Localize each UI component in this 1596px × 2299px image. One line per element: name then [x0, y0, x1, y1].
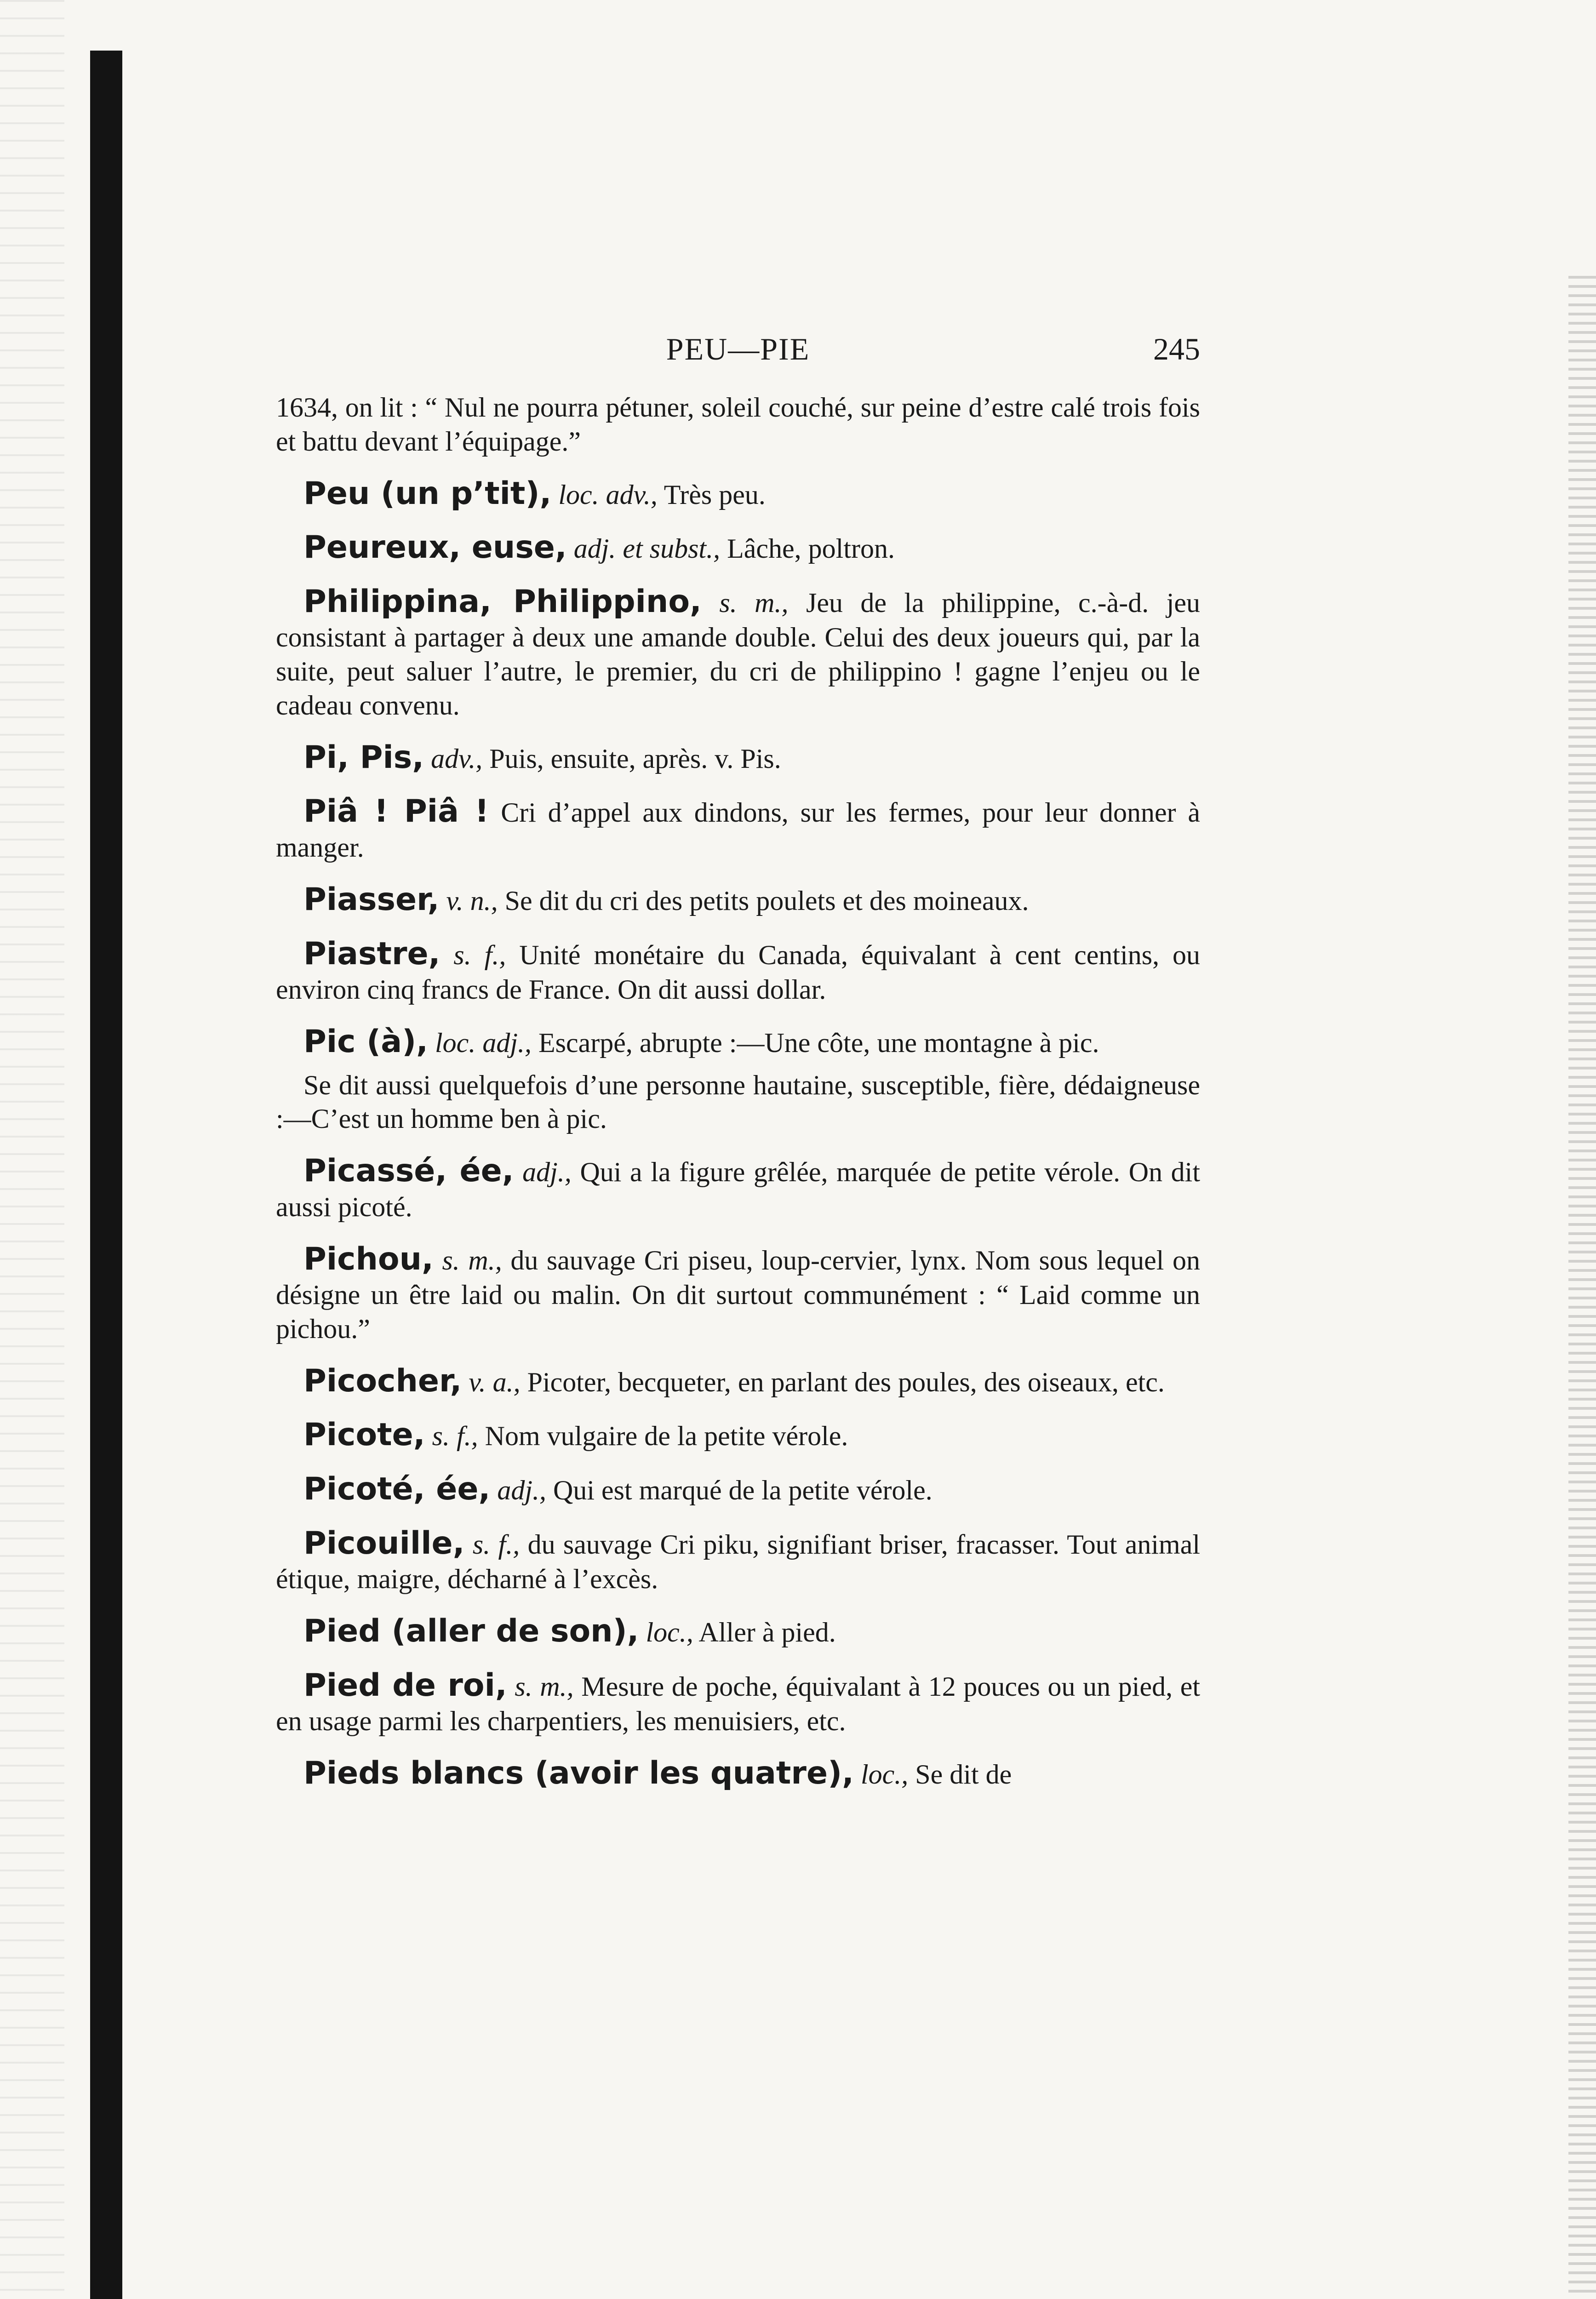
grammar-tag: loc.,: [860, 1759, 909, 1790]
definition: du sauvage Cri piseu, loup-cervier, lynx. Nom sous lequel on désigne un être laid ou malin. On dit surtout communément : “ Laid comme un pichou.”: [276, 1245, 1201, 1344]
headword: Pic (à),: [303, 1023, 429, 1060]
definition: Très peu.: [664, 479, 766, 510]
headword: Picouille,: [303, 1525, 465, 1561]
entry-picocher: [276, 1362, 1200, 1401]
headword: Peu (un p’tit),: [303, 475, 552, 512]
headword: Pied de roi,: [303, 1667, 507, 1704]
definition: Nom vulgaire de la petite vérole.: [485, 1421, 848, 1452]
dictionary-page: [276, 331, 1200, 1808]
headword: Picote,: [303, 1417, 425, 1453]
grammar-tag: loc. adj.,: [435, 1027, 532, 1058]
scan-noise-right: [1568, 276, 1596, 2299]
grammar-tag: loc. adv.,: [558, 479, 658, 510]
headword: Piâ ! Piâ !: [303, 793, 489, 830]
entry-list: [276, 391, 1200, 1793]
grammar-tag: loc.,: [646, 1617, 693, 1648]
entry-pic-sense-2: [276, 1069, 1200, 1137]
grammar-tag: s. f.,: [472, 1529, 520, 1560]
running-head: [276, 331, 1200, 382]
definition: Qui est marqué de la petite vérole.: [553, 1475, 932, 1506]
entry-continuation-top: 1634, on lit : “ Nul ne pourra pétuner, soleil couché, sur peine d’estre calé trois fois et battu devant l’équipage.”: [276, 392, 1200, 457]
headword: Piastre,: [303, 935, 440, 972]
headword: Pied (aller de son),: [303, 1613, 639, 1650]
headword: Peureux, euse,: [303, 529, 567, 566]
grammar-tag: v. a.,: [469, 1367, 521, 1397]
definition: Lâche, poltron.: [727, 533, 895, 564]
headword: Philippina, Philippino,: [303, 583, 702, 620]
entry-pieds-blancs: [276, 1754, 1200, 1793]
entry-picote-adj: [276, 1470, 1200, 1509]
entry-pied-aller: [276, 1612, 1200, 1651]
definition: Escarpé, abrupte :—Une côte, une montagne à pic.: [538, 1027, 1099, 1058]
definition: Cri d’appel aux dindons, sur les fermes, pour leur donner à manger.: [276, 797, 1200, 863]
definition: Se dit du cri des petits poulets et des moineaux.: [504, 885, 1029, 916]
grammar-tag: v. n.,: [446, 885, 498, 916]
definition: Picoter, becqueter, en parlant des poules, des oiseaux, etc.: [527, 1367, 1165, 1397]
entry-picote: [276, 1416, 1200, 1454]
entry-piasser: [276, 881, 1200, 919]
definition: Qui a la figure grêlée, marquée de petite vérole. On dit aussi picoté.: [276, 1157, 1201, 1222]
entry-pichou: [276, 1240, 1200, 1346]
scan-noise-left: [0, 0, 64, 2299]
definition: Se dit aussi quelquefois d’une personne hautaine, susceptible, fière, dédaigneuse :—C’est un homme ben à pic.: [276, 1069, 1200, 1134]
headword: Piasser,: [303, 881, 440, 918]
entry-philippina: [276, 583, 1200, 723]
entry-pied-de-roi: [276, 1666, 1200, 1739]
book-binding-edge: [90, 51, 122, 2299]
entry-pi: [276, 738, 1200, 777]
grammar-tag: s. f.,: [453, 939, 506, 970]
entry-pic: [276, 1023, 1200, 1061]
page-number: 245: [1153, 332, 1200, 366]
entry-piastre: [276, 935, 1200, 1007]
definition: Aller à pied.: [698, 1617, 836, 1648]
grammar-tag: s. m.,: [719, 587, 789, 618]
entry-peu: [276, 475, 1200, 513]
headword: Pieds blancs (avoir les quatre),: [303, 1755, 854, 1792]
definition: Mesure de poche, équivalant à 12 pouces ou un pied, et en usage parmi les charpentiers, les menuisiers, etc.: [276, 1671, 1201, 1737]
headword: Pi, Pis,: [303, 739, 424, 776]
headword: Picoté, ée,: [303, 1471, 491, 1508]
grammar-tag: adj. et subst.,: [573, 533, 721, 564]
definition: Unité monétaire du Canada, équivalant à cent centins, ou environ cinq francs de France. On dit aussi dollar.: [276, 939, 1201, 1005]
headword: Picocher,: [303, 1362, 462, 1399]
grammar-tag: adj.,: [522, 1157, 572, 1188]
headword: Picassé, ée,: [303, 1153, 514, 1190]
entry-pia: [276, 792, 1200, 864]
definition: Puis, ensuite, après. v. Pis.: [489, 743, 781, 774]
headword: Pichou,: [303, 1241, 434, 1277]
definition: Jeu de la philippine, c.-à-d. jeu consistant à partager à deux une amande double. Celui des deux joueurs qui, par la suite, peut saluer l’autre, le premier, du cri de philippino ! gagne l’enjeu ou le cadeau convenu.: [276, 587, 1201, 721]
definition: du sauvage Cri piku, signifiant briser, fracasser. Tout animal étique, maigre, décharné à l’excès.: [276, 1529, 1200, 1595]
grammar-tag: adj.,: [497, 1475, 547, 1506]
entry-peureux: [276, 528, 1200, 567]
grammar-tag: adv.,: [431, 743, 483, 774]
grammar-tag: s. f.,: [432, 1421, 478, 1452]
grammar-tag: s. m.,: [442, 1245, 502, 1275]
grammar-tag: s. m.,: [515, 1671, 574, 1702]
definition: Se dit de: [915, 1759, 1012, 1790]
entry-picouille: [276, 1524, 1200, 1596]
running-title: PEU—PIE: [666, 332, 810, 366]
entry-picasse: [276, 1152, 1200, 1224]
